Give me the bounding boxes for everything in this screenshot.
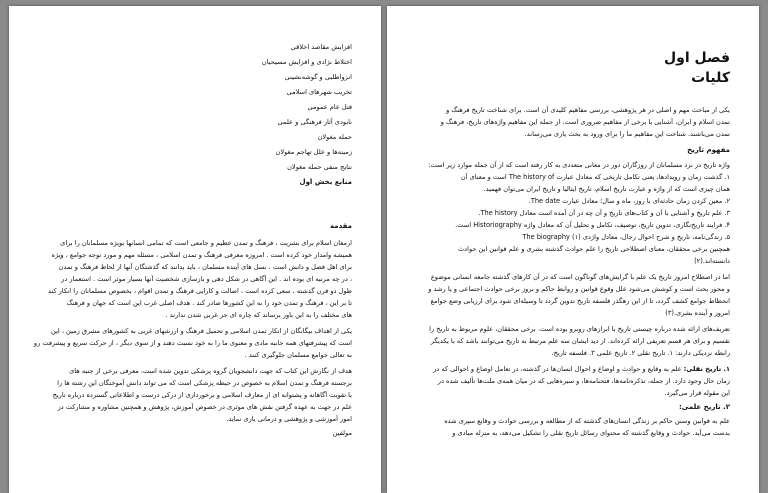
author-label: مولفین [332, 429, 352, 437]
chapter-subtitle: کلیات [691, 70, 730, 86]
list-item: اختلاط نژادی و افزایش مسیحیان [261, 58, 352, 66]
left-page [9, 6, 381, 493]
naqli-text: علم به وقایع و حوادث و اوضاع و احوال انسان‌ها در گذشته، در تعامل اوضاع و احوالی که در [433, 365, 684, 373]
list-item: قتل عام عمومی [307, 103, 352, 111]
paragraph-line: علم در جهت به عهده گرفتن نقش های موثری در خصوص آموزش، پژوهش و همچنین مشاوره و مشارکت در [57, 403, 352, 411]
paragraph-line: طول دو قرن گذشته ، سعی کرده است ، اصالت و کارایی فرهنگ و تمدن اقوام ، بخصوص مسلمانان را انکار کند [47, 287, 352, 295]
paragraph-line: تمدن اسلام و ایران، آشنایی با برخی از مفاهیم ضروری است. از جمله این مفاهیم واژه‌های تاریخ، فرهنگ و [440, 118, 730, 126]
paragraph-line: همیشه وامدار خود کرده است . امروزه معرفی فرهنگ و تمدن اسلامی ، مسئله مهم و مورد توجه جوامع ، ویژه [51, 251, 352, 259]
chapter-title: فصل اول [664, 50, 730, 66]
section-heading: مفهوم تاریخ [687, 146, 730, 154]
list-item: ۱. گذشت زمان و رویدادها، یعنی تکامل تاریخی که معادل عبارت The history of است و معنای آن [460, 173, 730, 181]
paragraph-line: به تعالی جوامع مسلمان جلوگیری کنند . [244, 351, 352, 359]
list-item: حمله مغولان [317, 133, 352, 141]
paragraph-line: علم به قوانین وسنن حاکم بر زندگی انسان‌های گذشته که از مطالعه و بررسی حوادث و وقایع سپری شده [444, 417, 730, 425]
list-item: افزایش مقاصد اخلاقی [290, 43, 352, 51]
paragraph-line: بدست می‌آید. حوادث و وقایع گذشته که محتوای رسائل تاریخ نقلی را تشکیل می‌دهد، به منزله مبادی و [452, 429, 730, 437]
paragraph-line [433, 365, 730, 374]
paragraph-line: همان چیزی است که از واژه و عبارت تاریخ اسلام، تاریخ ایتالیا و تاریخ ایران می‌توان فهمید. [483, 185, 730, 193]
paragraph-line: های مختلف را به این باور برساند که چاره ای جز غربی شدن ندارند . [165, 311, 352, 319]
naqli-heading: ۱. تاریخ نقلی: [683, 365, 730, 373]
paragraph-line: تعریف‌های ارائه شده درباره چیستی تاریخ با ابرازهای روبرو بوده است. برخی محققان، علوم مربوط به تاریخ را [429, 325, 730, 333]
sources-heading: منابع بخش اول [299, 178, 352, 186]
list-item: ۴. فرایند تاریخ‌نگاری، تدوین تاریخ، توصیف، تکامل و تحلیل آن که معادل واژه Historiography است. [455, 221, 730, 229]
list-item: ۲. معین کردن زمان حادثه‌ای با روز، ماه و سال؛ معادل عبارت The date. [528, 197, 730, 205]
elmi-heading: ۲. تاریخ علمی: [679, 403, 730, 411]
paragraph-line: با تقویت آگاهانه و پشتوانه ای از معارف اسلامی و برخورداری از درکی درست و اطلاعاتی گسترده درباره تاریخ [52, 391, 352, 399]
paragraph-line: یکی از مباحث مهم و اصلی در هر پژوهشی، بررسی مفاهیم کلیدی آن است. برای شناخت تاریخ فرهنگ و [446, 106, 730, 114]
paragraph-line: ، در چه مرتبه ای بوده اند . این آگاهی در شکل دهی و بازسازی شخصیت آنها بسیار موثر است . استعمار در [61, 275, 352, 283]
paragraph-line: یکی از اهداف بیگانگان از انکار تمدن اسلامی و تحمیل فرهنگ و ارزشهای غربی به کشورهای مشرق زمین ، این [51, 327, 352, 335]
paragraph-line: امور آموزشی و پژوهشی و درمانی یاری نماید. [226, 415, 352, 423]
list-item: ۳. علم تاریخ و آشنایی با آن و کتاب‌های تاریخ و آن چه در آن آمده است معادل The history. [478, 209, 730, 217]
paragraph-line: تمدن می‌باشند. شناخت این مفاهیم ما را برای ورود به بحث یاری می‌رساند. [524, 130, 730, 138]
paragraph-line: دانسته‌اند.(۲) [694, 257, 730, 265]
list-item: نتایج منفی حمله مغولان [287, 163, 352, 171]
paragraph-line: امروز و آینده بشری.(۳) [665, 309, 730, 317]
paragraph-line: برای اهل فضل و دانش است . نسل های آینده مسلمان ، باید بدانند که گذشتگان آنها از لحاظ فرهنگ و تمدن [58, 263, 352, 271]
list-item: نابودی آثار فرهنگی و علمی [277, 118, 352, 126]
paragraph-line: تقسیم و برای هر قسم تعریفی ارائه کرده‌اند. از دید ایشان سه علم مرتبط به تاریخ می‌توانند باشد که با یکدیگر [430, 337, 730, 345]
paragraph-line: انحطاط جوامع کشف گردد، تا از این رهگذر فلسفه تاریخ تدوین گردد تا وسیله‌ای شود برای ارزیابی وضع جوامع [430, 297, 730, 305]
paragraph-line: و محور بحث است و کوشش می‌شود علل وقوع قوانین و روابط حاکم و بروز برخی حوادث اجتماعی و یا رشد و [428, 285, 730, 293]
paragraph-line: تا بر این ، فرهنگ و تمدن خود را به این کشورها صادر کند . هدف اصلی غرب این است که جهان و فرهنگ [66, 299, 352, 307]
paragraph-line: این مقوله قرار می‌گیرد. [664, 389, 730, 397]
paragraph-line: اما در اصطلاح امروز تاریخ یک علم با گرایش‌های گوناگون است که در آن کارهای گذشته جامعه انسانی موضوع [430, 273, 730, 281]
paragraph-line: واژه تاریخ در نزد مسلمانان از روزگاران دور در معانی متعددی به کار رفته است که از آن جمله موارد زیر است: [428, 161, 730, 169]
paragraph-line: زمان حال وجود دارد. از جمله، تذکره‌نامه‌ها، فتحنامه‌ها، و سیره‌هایی که در میان همه‌ی ملت‌ها تألیف شده در [437, 377, 730, 385]
right-page [387, 6, 759, 493]
intro-heading: مقدمه [330, 222, 352, 230]
paragraph-line: همچنین برخی محققان، معنای اصطلاحی تاریخ را علم حوادث گذشته بشری و علم قوانین این حوادث [457, 245, 730, 253]
list-item: ۵. زندگی‌نامه، تاریخ و شرح احوال رجال، معادل واژدی The biography (۱) [522, 233, 730, 241]
paragraph-line: برجسته فرهنگ و تمدن اسلام به خصوص در حیطه پزشکی است که می تواند دانش آموختگان این رشته ها را [57, 379, 352, 387]
paragraph-line: است که پیشرفتهای همه جانبه مادی و معنوی ما را به خود نسبت دهند و از سوی دیگر ، از حرکت سریع و پیشرفت رو [33, 339, 352, 347]
paragraph-line: هدف از نگارش این کتاب که جهت دانشجویان گروه پزشکی تدوین شده است، معرفی برخی از جنبه های [69, 367, 352, 375]
paragraph-line: رابطه نزدیکی دارند: ۱. تاریخ نقلی ۲. تاریخ علمی ۳. فلسفه تاریخ. [551, 349, 730, 357]
list-item: انزواطلبی و گوشه‌نشینی [284, 73, 352, 81]
list-item: زمینه‌ها و علل تهاجم مغولان [275, 148, 352, 156]
list-item: تخریب شهرهای اسلامی [286, 88, 352, 96]
paragraph-line: ارمغان اسلام برای بشریت ، فرهنگ و تمدن عظیم و جامعی است که تمامی انسانها بویژه مسلمانان را برای [60, 239, 352, 247]
